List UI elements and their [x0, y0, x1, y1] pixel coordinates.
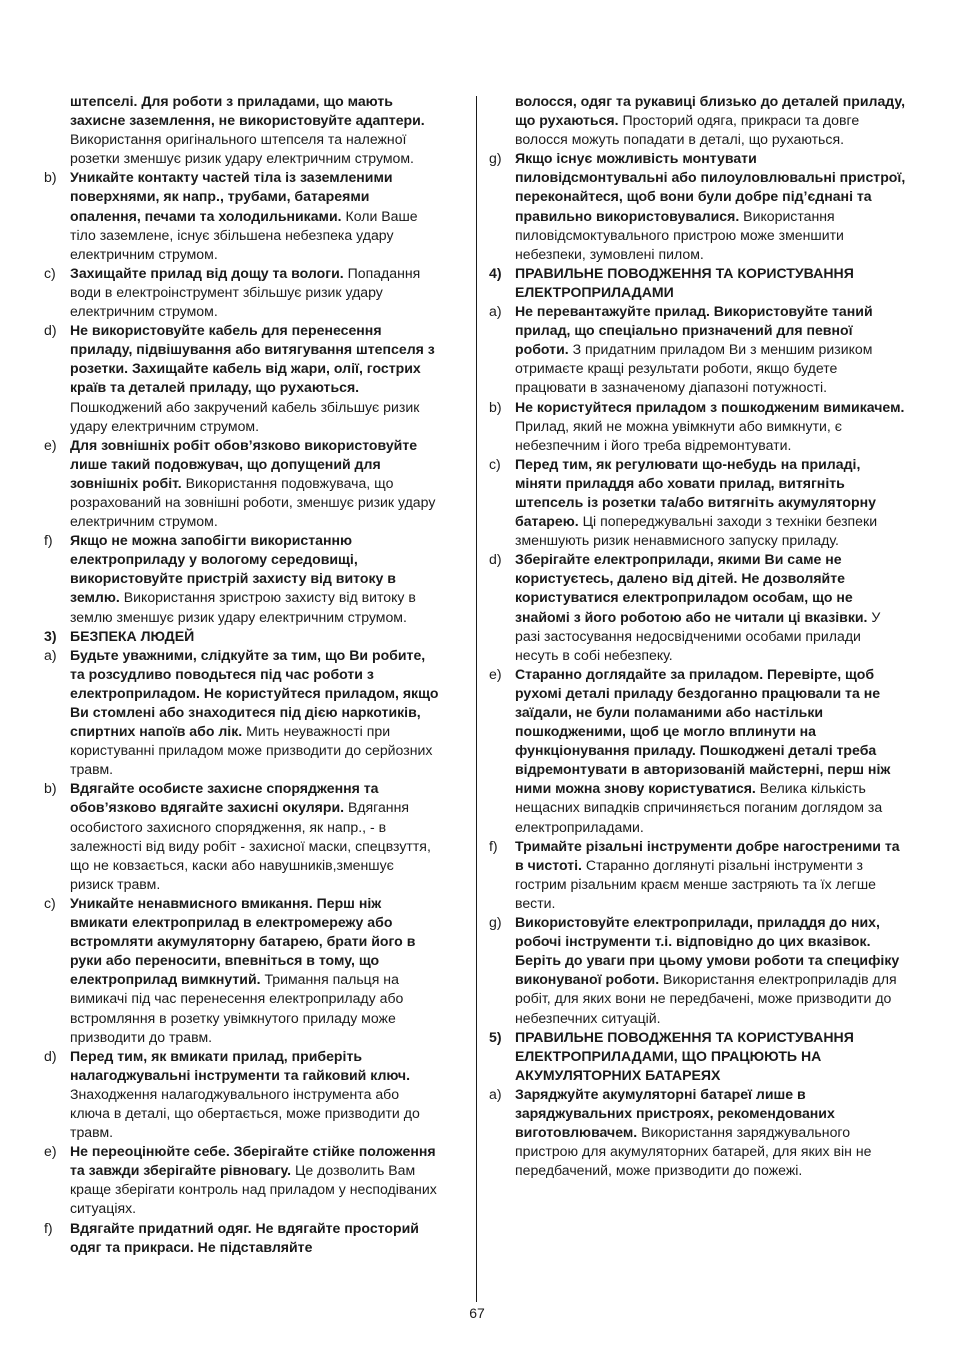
page-number: 67 [469, 1305, 485, 1321]
bold-text: Не переоцінюйте себе. Зберігайте стійке положення та завжди зберігайте рівновагу. [70, 1143, 436, 1179]
list-item [44, 531, 440, 626]
bold-text: Використовуйте електроприлади, приладдя до них, робочі інструменти т.і. відповідно до цих вказівок. Беріть до уваги при цьому умови роботи та специфіку виконуваної роботи. [515, 914, 900, 988]
list-marker: d) [489, 551, 502, 568]
list-marker: f) [44, 1219, 53, 1236]
bold-text: Якщо не можна запобігти використанню електроприладу у вологому середовищі, використовуйте пристрій захисту від витоку в землю. [70, 532, 396, 606]
list-item [489, 837, 907, 913]
column-divider [476, 96, 477, 1302]
bold-text: Тримайте різальні інструменти добре нагостреними та в чистоті. [515, 837, 900, 873]
bold-text: Захищайте прилад від дощу та вологи. [70, 264, 344, 281]
bold-text: Будьте уважними, слідкуйте за тим, що Ви робите, та розсудливо поводьтеся під час роботи з електроприладом. Не користуйтеся приладом, якщо Ви стомлені або знаходитеся під дією наркотиків, спиртних напоїв або лік. [70, 646, 439, 740]
list-item [489, 550, 907, 665]
body-text: Просторий одяга, прикраси та довге волосся можуть попадати в деталі, що рухаються. [515, 112, 860, 148]
bold-text: Не використовуйте кабель для перенесення приладу, підвішування або витягування штепселя з розетки. Захищайте кабель від жари, олії, гострих країв та деталей приладу, що рухаються. [70, 322, 435, 396]
list-marker: a) [489, 1085, 502, 1102]
list-marker: b) [44, 780, 57, 797]
list-item [44, 779, 440, 894]
body-text: Попадання води в електроінструмент збільшує ризик удару електричним струмом. [70, 264, 421, 320]
bold-text: волосся, одяг та рукавиці близько до деталей приладу, що рухаються. [515, 93, 906, 129]
body-text: Пошкоджений або закручений кабель збільшує ризик удару електричним струмом. [70, 398, 420, 434]
bold-text: Вдягайте особисте захисне спорядження та обов’язково вдягайте захисні окуляри. [70, 780, 379, 816]
list-marker: e) [489, 665, 502, 682]
section-number: 4) [489, 264, 502, 281]
bold-text: Якщо існує можливість монтувати пиловідсмонтувальні або пилоуловлювальні пристрої, переконайтеся, щоб вони були добре під’єднані та правильно використовувалися. [515, 150, 906, 224]
list-item [44, 1142, 440, 1218]
body-text: Це дозволить Вам краще зберігати контроль над приладом у несподіваних ситуаціях. [70, 1162, 437, 1217]
list-marker: c) [489, 455, 501, 472]
list-marker: e) [44, 436, 57, 453]
list-marker: g) [489, 150, 502, 167]
body-text: З придатним приладом Ви з меншим ризиком отримаєте кращі результати роботи, якщо будете працювати в зазначеному діапазоні потужності. [515, 341, 873, 396]
list-item [44, 321, 440, 436]
section-number: 3) [44, 627, 57, 644]
list-marker: a) [489, 303, 502, 320]
body-text: Вдягання особистого захисного спорядження, як напр., - в залежності від виду робіт - захисної маски, спецвзуття, що не ковзається, каски або навушників,зменшує ризиск травм. [70, 799, 431, 892]
body-text: Використання пиловідсмоктувального пристрою може зменшити небезпеки, зумовлені пилом. [515, 207, 844, 262]
list-marker: b) [44, 169, 57, 186]
body-text: Використання подовжувача, що розрахований на зовнішні роботи, зменшує ризик удару електричним струмом. [70, 474, 436, 530]
body-text: Коли Ваше тіло заземлене, існує збільшена небезпека удару електричним струмом. [70, 207, 418, 262]
section-heading [44, 627, 440, 646]
bold-text: Уникайте контакту частей тіла із заземленими поверхнями, як напр., трубами, батареями опалення, печами та холодильниками. [70, 169, 393, 224]
list-marker: f) [489, 837, 498, 854]
section-title: ПРАВИЛЬНЕ ПОВОДЖЕННЯ ТА КОРИСТУВАННЯ ЕЛЕКТРОПРИЛАДАМИ, ЩО ПРАЦЮЮТЬ НА АКУМУЛЯТОРНИХ БАТАРЕЯХ [515, 1028, 854, 1083]
bold-text: Заряджуйте акумуляторні батареї лише в заряджувальних пристроях, рекомендованих виготовлювачем. [515, 1085, 835, 1141]
body-text: Використання заряджувального пристрою для акумуляторних батарей, для яких він не передбачений, може призводити до пожежі. [515, 1124, 872, 1179]
body-text: Ці попереджувальні заходи з техніки безпеки зменшують ризик ненавмисного запуску приладу. [515, 513, 878, 549]
section-title: БЕЗПЕКА ЛЮДЕЙ [70, 627, 195, 644]
bold-text: Перед тим, як вмикати прилад, приберіть налагоджувальні інструменти та гайковий ключ. [70, 1047, 410, 1083]
body-text: Тримання пальця на вимикачі під час перенесення електроприладу або встромляння в розетку увімкнутого приладу може призводити до травм. [70, 971, 404, 1045]
body-text: Використання оригінального штепселя та належної розетки зменшує ризик удару електричним струмом. [70, 131, 414, 167]
list-item [44, 646, 440, 780]
body-text: Знаходження налагоджувального інструмента або ключа в деталі, що обертається, може призводити до травм. [70, 1085, 420, 1141]
body-text: Велика кількість нещасних випадків спричиняється поганим доглядом за електроприладами. [515, 780, 883, 835]
left-column [44, 92, 440, 1257]
list-item [44, 436, 440, 531]
list-marker: c) [44, 894, 56, 911]
section-title: ПРАВИЛЬНЕ ПОВОДЖЕННЯ ТА КОРИСТУВАННЯ ЕЛЕКТРОПРИЛАДАМИ [515, 264, 854, 300]
body-text: Прилад, який не можна увімкнути або вимкнути, є небезпечним і його треба відремонтувати. [515, 417, 842, 453]
list-item [44, 168, 440, 263]
list-item [489, 1085, 907, 1180]
list-marker: d) [44, 322, 57, 339]
body-text: Використання зристрою захисту від витоку в землю зменшує ризик удару електричним струмом. [70, 589, 416, 625]
list-marker: f) [44, 532, 53, 549]
list-item [44, 264, 440, 321]
list-marker: a) [44, 646, 57, 663]
list-item [489, 398, 907, 455]
body-text: Старанно доглянуті різальні інструменти з гострим різальним краєм менше застряють та їх легше вести. [515, 856, 876, 911]
list-marker: g) [489, 914, 502, 931]
list-marker: b) [489, 398, 502, 415]
section-number: 5) [489, 1028, 502, 1045]
body-text: Мить неуважності при користуванні приладом може призводити до серйозних травм. [70, 723, 433, 778]
list-marker: c) [44, 264, 56, 281]
list-item [489, 913, 907, 1028]
body-text: Використання електроприладів для робіт, для яких вони не передбачені, може призводити до небезпечних ситуацій. [515, 971, 897, 1026]
section-heading [489, 264, 907, 302]
list-item [44, 1219, 440, 1257]
list-item [44, 1047, 440, 1142]
list-item [44, 894, 440, 1047]
right-column [489, 92, 907, 1180]
body-text: У разі застосування недосвідченими особами прилади несуть в собі небезпеку. [515, 608, 881, 663]
bold-text: Перед тим, як регулювати що-небудь на приладі, міняти приладдя або ховати прилад, витягніть штепсель із розетки та/або витягніть акумуляторну батарею. [515, 455, 876, 530]
list-marker: d) [44, 1047, 57, 1064]
bold-text: Вдягайте придатний одяг. Не вдягайте просторий одяг та прикраси. Не підставляйте [70, 1219, 419, 1255]
list-item [489, 455, 907, 550]
list-marker: e) [44, 1143, 57, 1160]
bold-text: Уникайте ненавмисного вмикання. Перш ніж вмикати електроприлад в електромережу або встромляти акумуляторну батарею, брати його в руки або переносити, впевніться в тому, що електроприлад вимкнутий. [70, 894, 416, 988]
bold-text: Для зовнішніх робіт обов’язково використовуйте лише такий подовжувач, що допущений для зовнішніх робіт. [70, 436, 418, 491]
bold-text: Старанно доглядайте за приладом. Перевірте, щоб рухомі деталі приладу бездоганно працювали та не заїдали, не були поламаними або настільки пошкодженими, щоб це могло вплинути на функціонування приладу. Пошкоджені деталі треба відремонтувати в авторизованій майстерні, перш ніж ними можна знову користуватися. [515, 665, 891, 797]
left-para-0 [44, 92, 440, 168]
bold-text: Не перевантажуйте прилад. Використовуйте таний прилад, що спеціально призначений для певної роботи. [515, 303, 873, 358]
bold-text: Зберігайте електроприлади, якими Ви саме не користуєтесь, далено від дітей. Не дозволяйте користуватися електроприладом особам, що не знайомі з його роботою або не читали ці вказівки. [515, 551, 868, 625]
right-para-0 [489, 92, 907, 149]
bold-text: штепселі. Для роботи з приладами, що мають захисне заземлення, не використовуйте адаптери. [70, 93, 425, 129]
bold-text: Не користуйтеся приладом з пошкодженим вимикачем. [515, 398, 905, 415]
list-item [489, 665, 907, 837]
list-item [489, 302, 907, 397]
section-heading [489, 1028, 907, 1085]
list-item [489, 149, 907, 264]
